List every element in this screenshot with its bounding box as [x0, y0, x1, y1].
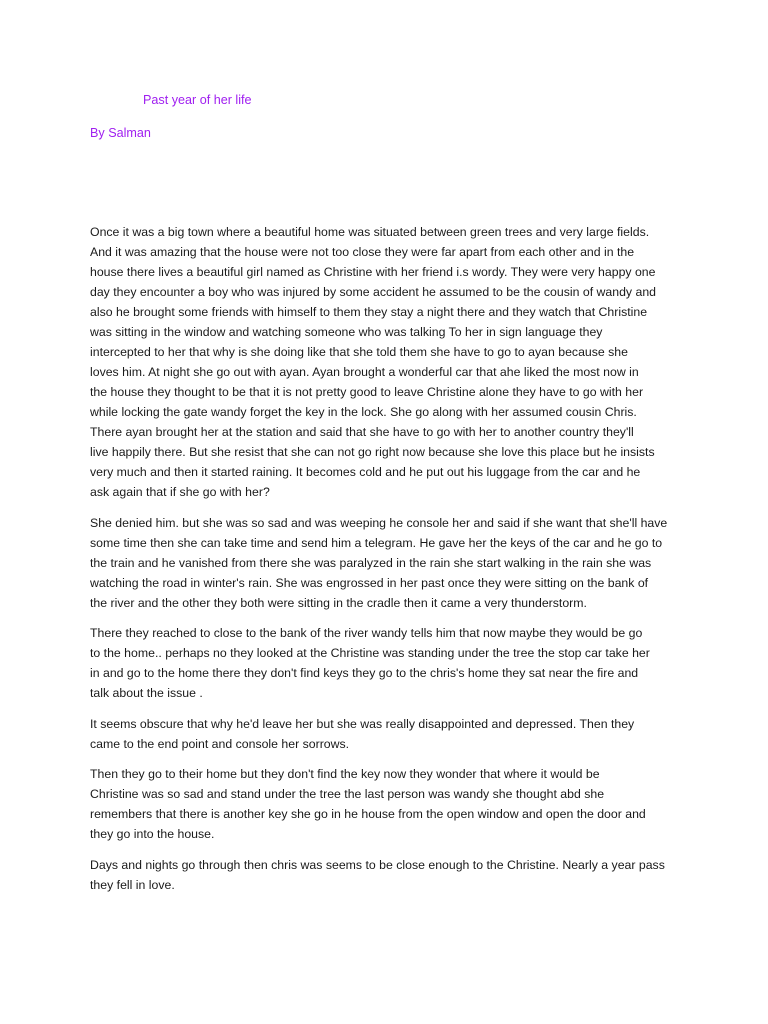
paragraph [90, 855, 690, 895]
text-line: ask again that if she go with her? [90, 485, 270, 499]
document-author: By Salman [90, 126, 151, 140]
text-line: Days and nights go through then chris was seems to be close enough to the Christine. Nearly a year pass [90, 857, 665, 872]
text-line: live happily there. But she resist that she can not go right now because she love this place but he insists [90, 445, 655, 459]
text-line: was sitting in the window and watching someone who was talking To her in sign language they [90, 325, 603, 339]
text-line: in and go to the home there they don't find keys they go to the chris's home they sat near the fire and [90, 666, 639, 680]
text-line: talk about the issue . [90, 686, 203, 700]
text-line: remembers that there is another key she go in he house from the open window and open the door and [90, 807, 646, 821]
text-line: also he brought some friends with himself to them they stay a night there and they watch that Christine [90, 305, 648, 319]
paragraph [90, 513, 690, 613]
paragraph [90, 623, 690, 703]
text-line: intercepted to her that why is she doing like that she told them she have to go to ayan because she [90, 345, 628, 359]
document-title: Past year of her life [143, 93, 252, 107]
text-line: the river and the other they both were sitting in the cradle then it came a very thunderstorm. [90, 595, 587, 610]
text-line: very much and then it started raining. It becomes cold and he put out his luggage from the car and he [90, 465, 641, 479]
paragraph [90, 764, 690, 844]
document-body [90, 222, 690, 905]
text-line: some time then she can take time and send him a telegram. He gave her the keys of the car and he go to [90, 535, 663, 550]
text-line: She denied him. but she was so sad and was weeping he console her and said if she want that she'll have [90, 515, 668, 530]
text-line: Then they go to their home but they don't find the key now they wonder that where it would be [90, 767, 600, 781]
text-line: to the home.. perhaps no they looked at the Christine was standing under the tree the stop car take her [90, 646, 650, 660]
paragraph [90, 714, 690, 754]
text-line: Once it was a big town where a beautiful home was situated between green trees and very large fields. [90, 225, 650, 239]
text-line: while locking the gate wandy forget the key in the lock. She go along with her assumed cousin Chris. [90, 405, 637, 419]
text-line: And it was amazing that the house were not too close they were far apart from each other and in the [90, 245, 635, 259]
text-line: It seems obscure that why he'd leave her but she was really disappointed and depressed. Then they [90, 716, 635, 731]
text-line: watching the road in winter's rain. She was engrossed in her past once they were sitting on the bank of [90, 575, 649, 590]
text-line: Christine was so sad and stand under the tree the last person was wandy she thought abd she [90, 787, 605, 801]
text-line: the train and he vanished from there she was paralyzed in the rain she start walking in the rain she was [90, 555, 652, 570]
text-line: There ayan brought her at the station and said that she have to go with her to another country they'll [90, 425, 634, 439]
text-line: loves him. At night she go out with ayan. Ayan brought a wonderful car that ahe liked the most now in [90, 365, 639, 379]
text-line: they go into the house. [90, 827, 215, 841]
text-line: came to the end point and console her sorrows. [90, 736, 350, 751]
text-line: the house they thought to be that it is not pretty good to leave Christine alone they have to go with her [90, 385, 644, 399]
text-line: they fell in love. [90, 877, 175, 892]
text-line: house there lives a beautiful girl named as Christine with her friend i.s wordy. They were very happy one [90, 265, 656, 279]
text-line: There they reached to close to the bank of the river wandy tells him that now maybe they would be go [90, 626, 643, 640]
text-line: day they encounter a boy who was injured by some accident he assumed to be the cousin of wandy and [90, 285, 657, 299]
paragraph [90, 222, 690, 502]
